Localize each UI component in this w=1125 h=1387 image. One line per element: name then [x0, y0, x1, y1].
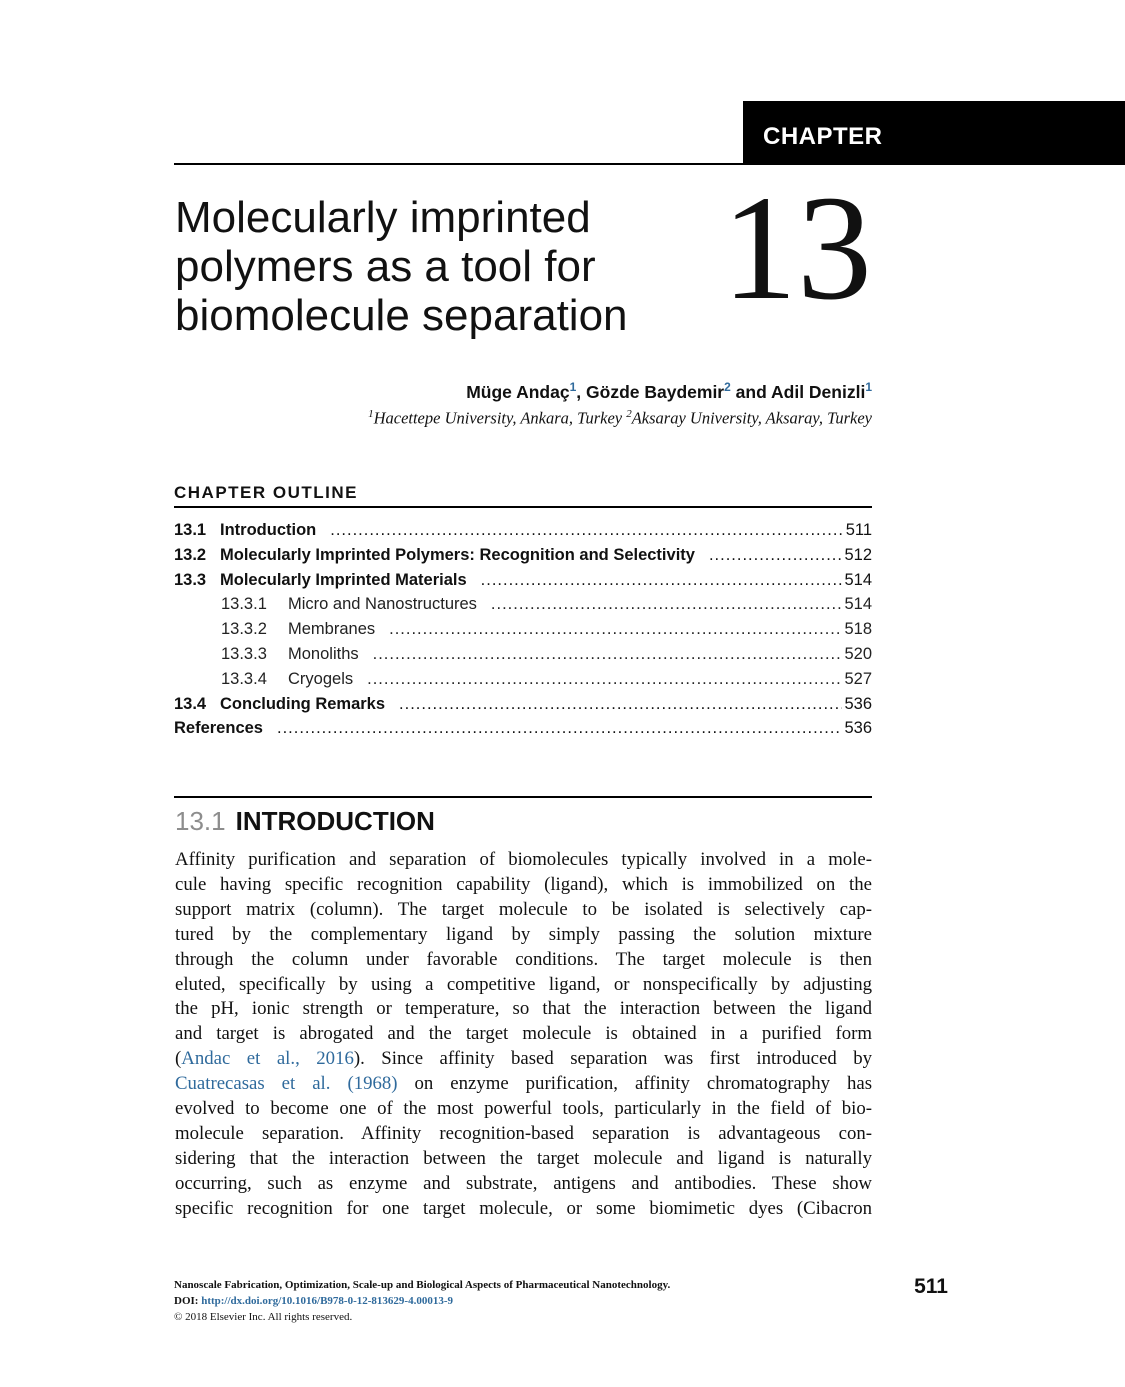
title-line: biomolecule separation [175, 291, 628, 340]
author-affil-ref[interactable]: 1 [569, 380, 577, 394]
toc-leader-dots [330, 518, 843, 543]
toc-entry-page: 536 [844, 694, 872, 713]
page-footer [174, 1277, 774, 1325]
outline-rule [174, 506, 872, 508]
toc-leader-dots [373, 642, 843, 667]
toc-entry-page: 511 [845, 521, 872, 539]
toc-entry[interactable] [174, 568, 872, 593]
author-name: Gözde Baydemir [586, 381, 725, 402]
toc-entry-title: Concluding Remarks [220, 694, 386, 713]
author-list [466, 380, 872, 403]
toc-leader-dots [277, 716, 842, 741]
toc-leader-dots [367, 667, 842, 692]
toc-entry-page: 536 [844, 719, 872, 738]
section-rule [174, 796, 872, 798]
body-line [175, 1022, 872, 1047]
chapter-label: CHAPTER [763, 123, 883, 150]
affil-marker: 1 [368, 408, 374, 420]
toc-leader-dots [481, 568, 843, 593]
toc-entry[interactable] [174, 592, 872, 617]
toc-entry-title: Molecularly Imprinted Materials [220, 570, 467, 589]
body-line [175, 923, 872, 948]
body-text-run: sidering that the interaction between the target molecule and ligand is naturally [175, 1147, 872, 1169]
toc-entry[interactable] [174, 543, 872, 568]
toc-leader-dots [399, 692, 842, 717]
doi-link[interactable]: http://dx.doi.org/10.1016/B978-0-12-813629-4.00013-9 [201, 1295, 453, 1307]
toc-entry[interactable] [174, 642, 872, 667]
toc-entry-number: 13.4 [174, 694, 207, 713]
body-text-run: support matrix (column). The target molecule to be isolated is selectively cap- [175, 898, 872, 920]
toc-entry-number: 13.3.3 [221, 644, 267, 663]
body-line [175, 873, 872, 898]
toc-leader-dots [389, 617, 842, 642]
author-affil-ref[interactable]: 2 [724, 380, 731, 394]
affil-marker: 2 [626, 408, 632, 420]
body-text-run: Affinity purification and separation of biomolecules typically involved in a mole- [175, 849, 872, 870]
toc-entry-number: 13.3.4 [221, 669, 267, 688]
body-text-run: tured by the complementary ligand by simply passing the solution mixture [175, 923, 872, 945]
body-line [175, 1147, 872, 1172]
title-line: polymers as a tool for [175, 242, 596, 291]
toc-entry-title: Introduction [220, 521, 317, 539]
copyright: © 2018 Elsevier Inc. All rights reserved. [174, 1311, 353, 1323]
citation-link[interactable]: Cuatrecasas et al. (1968) [175, 1073, 398, 1095]
body-text-run: molecule separation. Affinity recognition-based separation is advantageous con- [175, 1122, 872, 1144]
body-text-run: occurring, such as enzyme and substrate, antigens and antibodies. These show [175, 1172, 872, 1194]
body-line [175, 1097, 872, 1122]
toc-entry-number: 13.3 [174, 570, 207, 589]
toc-entry-page: 514 [844, 570, 872, 589]
author-affil-ref[interactable]: 1 [865, 380, 872, 394]
table-of-contents [174, 518, 872, 741]
citation-link[interactable]: Andac et al., 2016 [181, 1048, 354, 1070]
body-line [175, 997, 872, 1022]
toc-entry-page: 527 [844, 669, 872, 688]
body-line [175, 898, 872, 923]
chapter-label-tab [743, 101, 1125, 165]
author-separator: , [576, 381, 587, 402]
author-name: Müge Andaç [466, 381, 570, 402]
doi-label: DOI: [174, 1295, 202, 1307]
section-heading [175, 806, 435, 837]
affil-text: Hacettepe University, Ankara, Turkey [373, 408, 627, 428]
affiliations [368, 408, 872, 429]
toc-entry-number: 13.3.2 [221, 620, 267, 639]
toc-entry-page: 518 [844, 620, 872, 639]
body-text-run: cule having specific recognition capability (ligand), which is immobilized on the [175, 873, 872, 895]
body-line [175, 848, 872, 873]
body-text-run: specific recognition for one target molecule, or some biomimetic dyes (Cibacron [175, 1197, 872, 1219]
toc-entry-number: 13.1 [174, 521, 207, 539]
toc-entry-page: 520 [844, 644, 872, 663]
body-text-run: eluted, specifically by using a competitive ligand, or nonspecifically by adjusting [175, 973, 872, 995]
body-line [175, 1047, 872, 1072]
toc-entry-title: Membranes [288, 620, 376, 639]
body-text-run: on enzyme purification, affinity chromatography has [397, 1073, 872, 1095]
outline-heading: CHAPTER OUTLINE [174, 483, 358, 502]
toc-entry-title: Molecularly Imprinted Polymers: Recognition and Selectivity [220, 545, 695, 564]
chapter-number: 13 [722, 165, 872, 331]
body-text-run: through the column under favorable conditions. The target molecule is then [175, 948, 872, 970]
toc-entry-page: 514 [844, 595, 872, 614]
toc-entry-page: 512 [844, 545, 872, 564]
toc-entry-title: Cryogels [288, 669, 354, 688]
toc-entry-number: 13.2 [174, 545, 207, 564]
toc-leader-dots [709, 543, 843, 568]
toc-entry-number: 13.3.1 [221, 595, 267, 614]
top-rule [174, 163, 744, 165]
toc-leader-dots [491, 592, 843, 617]
body-line [175, 1172, 872, 1197]
toc-entry[interactable] [174, 692, 872, 717]
toc-entry-title: Monoliths [288, 644, 359, 663]
body-paragraph [175, 848, 872, 1222]
body-text-run: evolved to become one of the most powerful tools, particularly in the field of bio- [175, 1098, 872, 1120]
section-number: 13.1 [175, 806, 226, 836]
author-separator: and [730, 381, 771, 402]
chapter-title [175, 193, 695, 340]
body-text-run: ( [175, 1048, 182, 1070]
toc-entry-title: References [174, 719, 263, 738]
page-number: 511 [914, 1275, 948, 1298]
author-name: Adil Denizli [771, 381, 866, 402]
body-line [175, 973, 872, 998]
body-line [175, 1072, 872, 1097]
title-line: Molecularly imprinted [175, 193, 591, 242]
body-line [175, 1197, 872, 1222]
toc-entry-title: Micro and Nanostructures [288, 595, 477, 614]
body-line [175, 948, 872, 973]
section-title: INTRODUCTION [235, 806, 435, 836]
toc-entry[interactable] [174, 667, 872, 692]
toc-entry[interactable] [174, 716, 872, 741]
book-title: Nanoscale Fabrication, Optimization, Scale-up and Biological Aspects of Pharmaceutical Nanotechnology. [174, 1279, 671, 1291]
affil-text: Aksaray University, Aksaray, Turkey [631, 408, 872, 428]
body-text-run: and target is abrogated and the target molecule is obtained in a purified form [175, 1023, 872, 1045]
body-text-run: the pH, ionic strength or temperature, so that the interaction between the ligand [175, 998, 872, 1020]
toc-entry[interactable] [174, 617, 872, 642]
body-text-run: ). Since affinity based separation was first introduced by [353, 1048, 872, 1070]
toc-entry[interactable] [174, 518, 872, 543]
body-line [175, 1122, 872, 1147]
